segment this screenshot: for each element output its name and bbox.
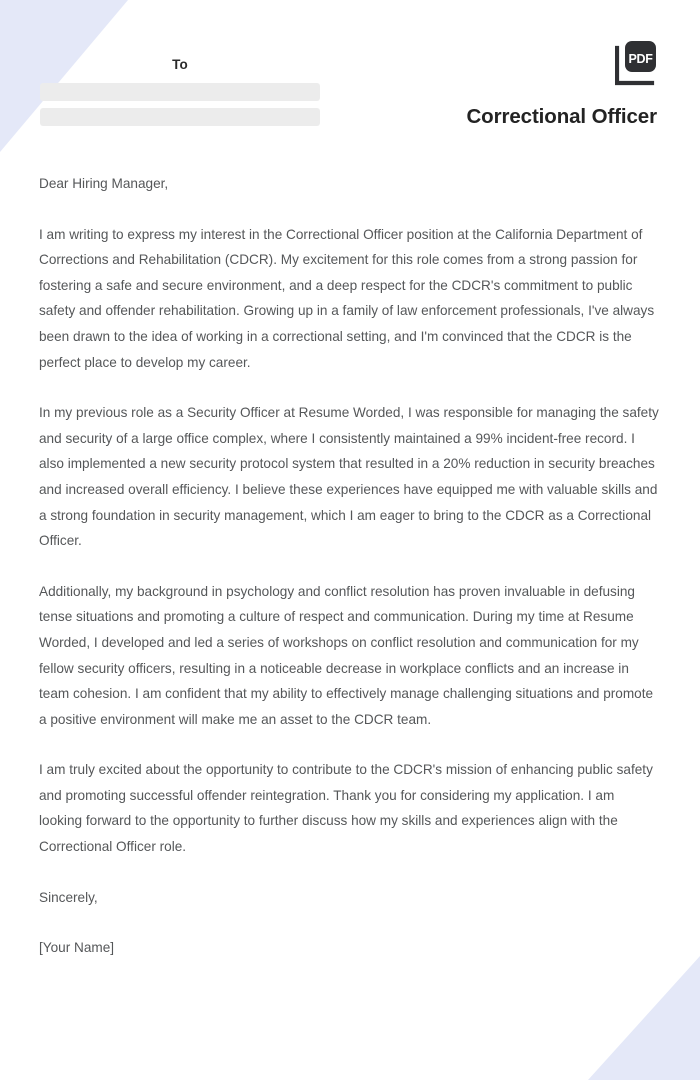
signature-name: [Your Name] — [39, 940, 115, 956]
corner-wedge-bottom-right-icon — [588, 956, 700, 1080]
recipient-placeholder-bar-1 — [40, 83, 320, 101]
recipient-block — [40, 56, 320, 126]
letter-body — [39, 171, 659, 961]
letter-header — [0, 0, 700, 152]
body-paragraph-3: Additionally, my background in psychology and conflict resolution has proven invaluable in defusing tense situations and promoting a culture of respect and communication. During my time at Resume Worded, I developed and led a series of workshops on conflict resolution and communication for my fellow security officers, resulting in a noticeable decrease in workplace conflicts and an increase in team cohesion. I am confident that my ability to effectively manage challenging situations and promote a positive environment will make me an asset to the CDCR team. — [39, 583, 654, 727]
recipient-placeholder-bar-2 — [40, 108, 320, 126]
body-paragraph-2: In my previous role as a Security Officer at Resume Worded, I was responsible for managing the safety and security of a large office complex, where I consistently maintained a 99% incident-free record. I also implemented a new security protocol system that resulted in a 20% reduction in security breaches and increased overall efficiency. I believe these experiences have equipped me with valuable skills and a strong foundation in security management, which I am eager to bring to the CDCR as a Correctional Officer. — [39, 405, 659, 549]
brand-block — [466, 40, 657, 129]
recipient-label: To — [172, 57, 188, 72]
svg-text:PDF: PDF — [628, 51, 653, 66]
salutation: Dear Hiring Manager, — [39, 176, 169, 191]
job-title: Correctional Officer — [466, 105, 657, 128]
body-paragraph-4: I am truly excited about the opportunity to contribute to the CDCR's mission of enhancing public safety and promoting successful offender reintegration. Thank you for considering my application. I am looking forward to the opportunity to further discuss how my skills and experiences align with the Correctional Officer role. — [39, 762, 653, 855]
pdf-icon — [615, 40, 657, 86]
closing-line: Sincerely, — [39, 889, 98, 905]
body-paragraph-1: I am writing to express my interest in the Correctional Officer position at the California Department of Corrections and Rehabilitation (CDCR). My excitement for this role comes from a strong passion for fostering a safe and secure environment, and a deep respect for the CDCR's commitment to public safety and offender rehabilitation. Growing up in a family of law enforcement professionals, I've always been drawn to the idea of working in a correctional setting, and I'm convinced that the CDCR is the perfect place to develop my career. — [39, 226, 655, 370]
